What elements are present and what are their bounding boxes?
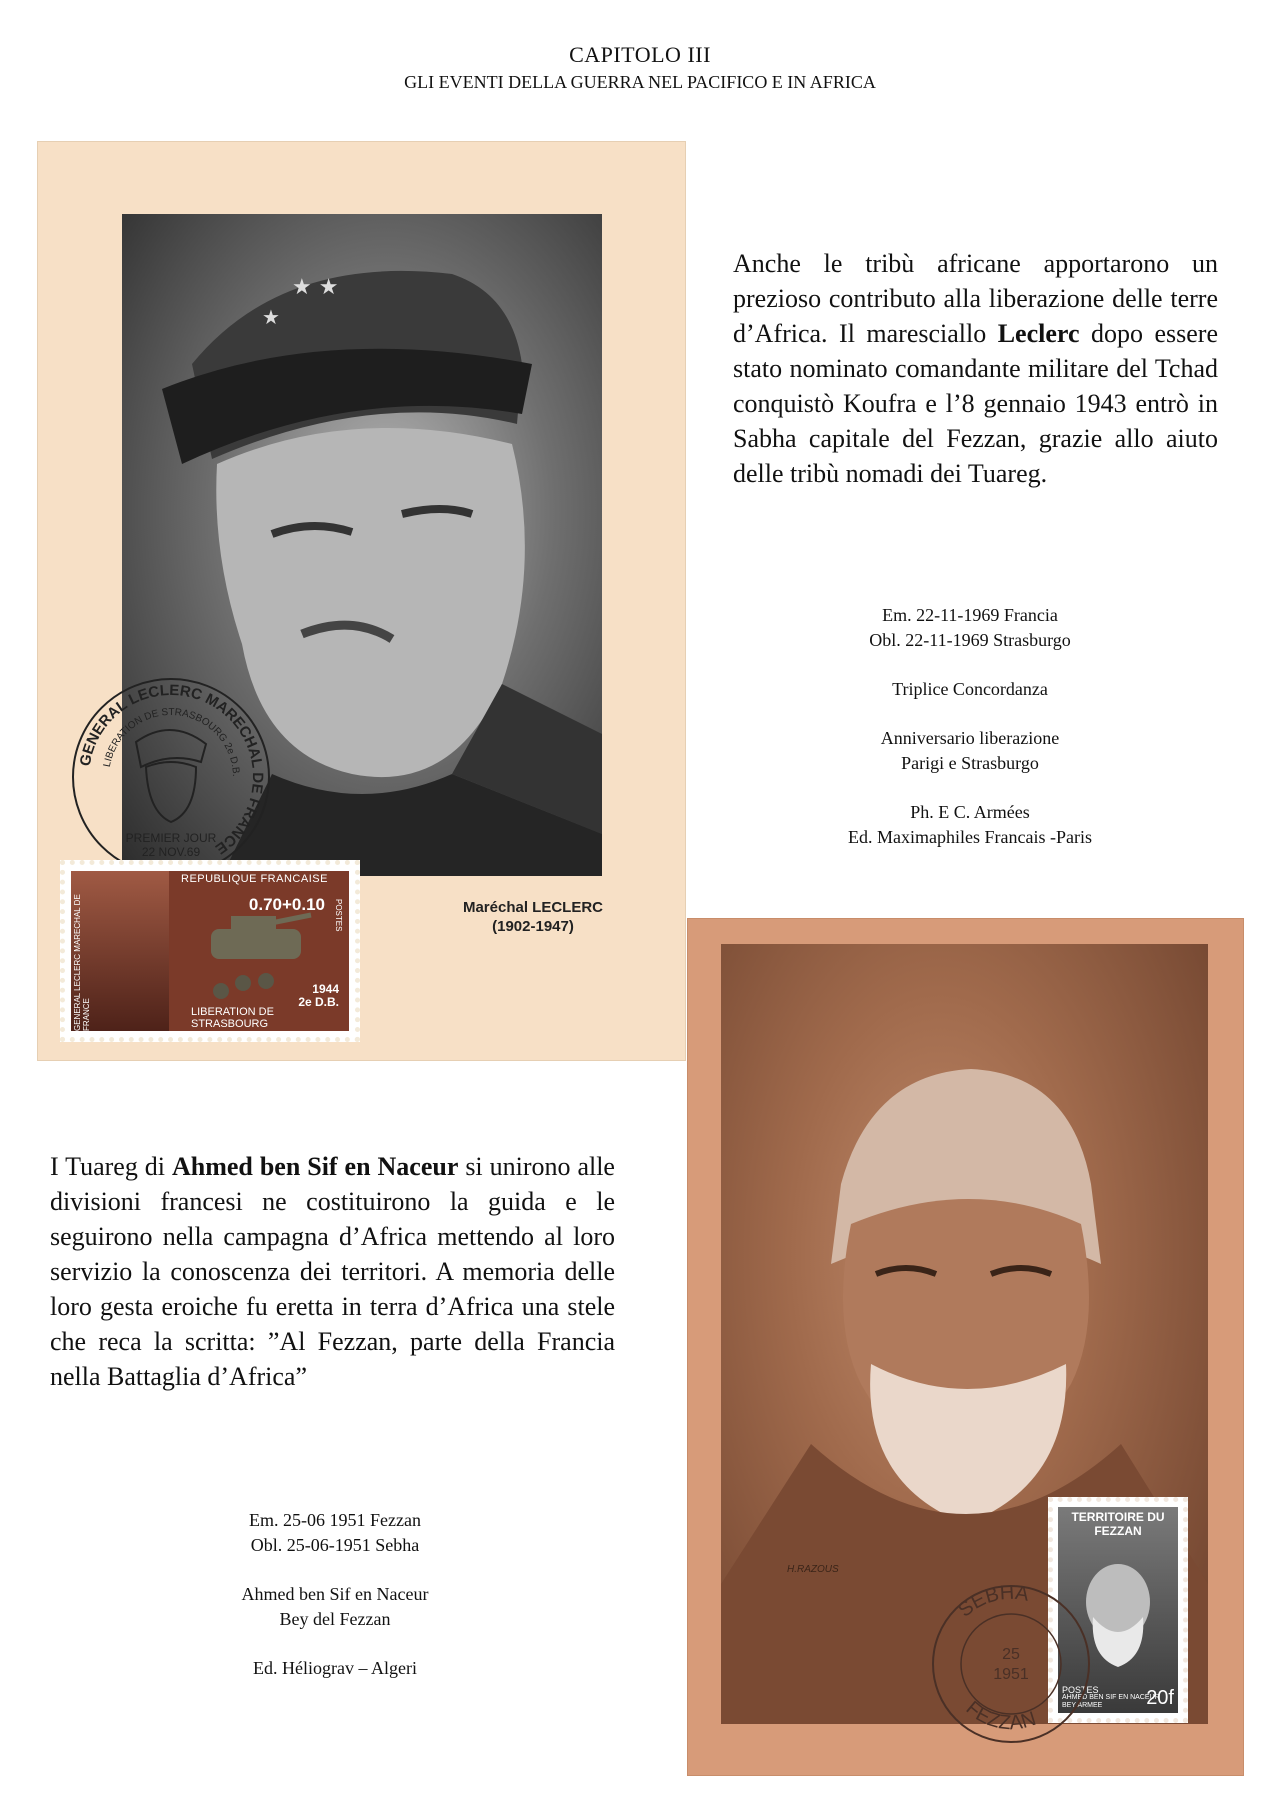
paragraph-tuareg-part2: si unirono alle divisioni francesi ne costituirono la guida e le seguirono nella campagna d’Africa mettendo al loro servizio la conoscenza dei territori. A memoria delle loro gesta eroiche fu eretta in terra d’Africa una stele che reca la scritta: ”Al Fezzan, parte della Francia nella Battaglia d’Africa” [50,1152,615,1391]
svg-text:SEBHA [954,1582,1031,1622]
stamp-territory-line2: FEZZAN [1094,1524,1142,1538]
paragraph-leclerc [733,246,1218,491]
subject-line1: Ahmed ben Sif en Naceur [241,1584,429,1604]
postmark-day: 25 [1002,1646,1020,1663]
maximum-card-fezzan [688,919,1243,1775]
stamp-territory-line1: TERRITOIRE DU [1071,1510,1165,1524]
stamp-division: 2e D.B. [298,995,339,1009]
card-caption [408,898,658,936]
svg-text:FEZZAN [962,1697,1039,1734]
maximum-card-leclerc [38,142,685,1060]
editor: Ed. Maximaphiles Francais -Paris [848,827,1092,847]
postmark-line1: PREMIER JOUR [125,831,217,845]
concordance: Triplice Concordanza [892,679,1048,699]
paragraph-leclerc-part1: Anche le tribù africane apportarono un prezioso contributo alla liberazione delle terre d’Africa. Il maresciallo [733,249,1218,348]
stamp-postes: POSTES [1062,1685,1099,1695]
stamp-value: 20f [1146,1687,1174,1709]
editor: Ed. Héliograv – Algeri [253,1658,417,1678]
subject-line2: Bey del Fezzan [279,1609,391,1629]
svg-text:★ ★: ★ ★ [292,275,339,300]
stamp-bottom-text: LIBERATION DE STRASBOURG [191,1006,274,1030]
stamp-name-line1: AHMED BEN SIF EN NACEUR [1062,1694,1160,1701]
stamp-year-text: 1944 [312,982,339,996]
paragraph-tuareg-bold: Ahmed ben Sif en Naceur [171,1152,459,1181]
chapter-subtitle: GLI EVENTI DELLA GUERRA NEL PACIFICO E IN AFRICA [404,72,876,92]
artist-signature: H.RAZOUS [787,1564,839,1575]
postmark-inner-text: LIBERATION DE STRASBOURG 2e D.B. [101,706,242,777]
subject-line1: Anniversario liberazione [880,728,1060,748]
svg-text:★: ★ [262,305,280,329]
leclerc-stamp [60,860,360,1042]
postmark-region: FEZZAN [961,1697,1039,1735]
chapter-title: CAPITOLO III [569,42,711,67]
photo-credit: Ph. E C. Armées [910,802,1030,822]
caption-name: Maréchal LECLERC [462,899,604,916]
stamp-country: REPUBLIQUE FRANCAISE [181,873,328,885]
issue-date: Em. 25-06 1951 Fezzan [249,1510,421,1530]
card-details-fezzan [150,1508,520,1681]
postmark-line2: 22 NOV.69 [141,845,201,859]
stamp-value: 0.70+0.10 [248,895,325,914]
subject-line2: Parigi e Strasburgo [901,753,1039,773]
cancel-date: Obl. 25-06-1951 Sebha [250,1535,420,1555]
paragraph-tuareg-part1: I Tuareg di [50,1152,172,1181]
stamp-name-line2: BEY ARMEE [1062,1702,1103,1709]
stamp-side-text: GENERAL LECLERC MARECHAL DE FRANCE [73,894,91,1031]
postmark-town: SEBHA [954,1581,1031,1622]
svg-text:LIBERATION DE STRASBOURG 2e D. [102,707,241,777]
cancel-date: Obl. 22-11-1969 Strasburgo [869,630,1071,650]
postmark-ring-text: GENERAL LECLERC MARECHAL DE FRANCE [76,681,267,858]
card-details-leclerc [760,603,1180,850]
caption-years: (1902-1947) [492,918,574,935]
postmark-year: 1951 [993,1666,1029,1683]
sebha-postmark [926,1579,1096,1749]
first-day-postmark [66,672,276,882]
issue-date: Em. 22-11-1969 Francia [882,605,1058,625]
paragraph-leclerc-part2: dopo essere stato nominato comandante militare del Tchad conquistò Koufra e l’8 gennaio 1943 entrò in Sabha capitale del Fezzan, grazie allo aiuto delle tribù nomadi dei Tuareg. [733,319,1218,488]
stamp-postes: POSTES [334,899,343,932]
paragraph-leclerc-bold: Leclerc [997,319,1080,348]
paragraph-tuareg [50,1149,615,1394]
